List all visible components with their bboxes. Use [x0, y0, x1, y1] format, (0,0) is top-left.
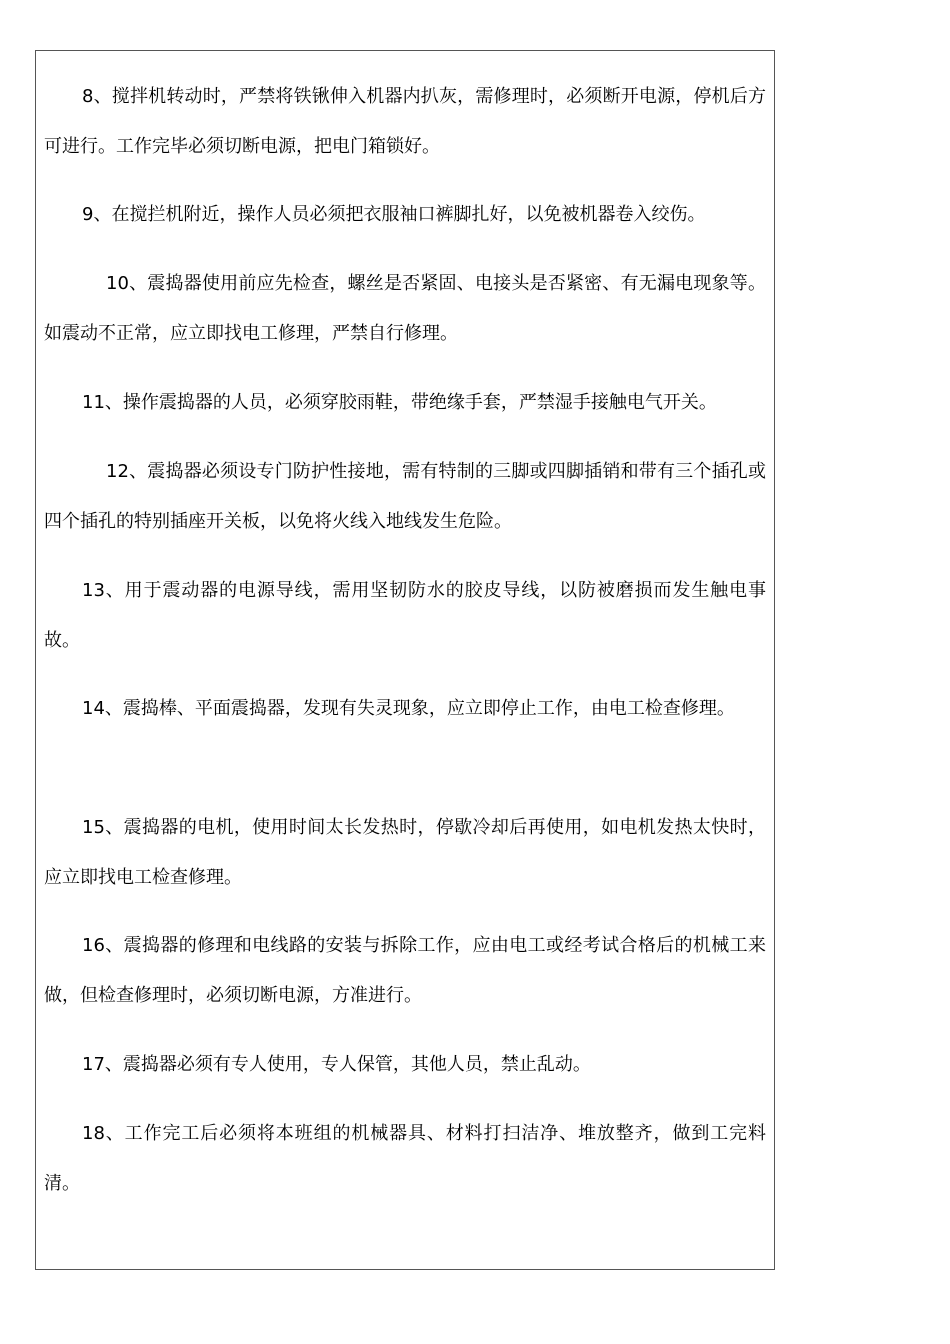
rule-item-12: 12、震捣器必须设专门防护性接地，需有特制的三脚或四脚插销和带有三个插孔或四个插孔的特别插座开关板，以免将火线入地线发生危险。: [44, 461, 766, 532]
rule-item-16: 16、震捣器的修理和电线路的安装与拆除工作，应由电工或经考试合格后的机械工来做，但检查修理时，必须切断电源，方准进行。: [44, 935, 766, 1006]
rule-item-13: 13、用于震动器的电源导线，需用坚韧防水的胶皮导线，以防被磨损而发生触电事故。: [44, 580, 766, 651]
rule-item-11: 11、操作震捣器的人员，必须穿胶雨鞋，带绝缘手套，严禁湿手接触电气开关。: [82, 392, 717, 413]
rule-item-15: 15、震捣器的电机，使用时间太长发热时，停歇冷却后再使用，如电机发热太快时，应立即找电工检查修理。: [44, 817, 766, 888]
rule-item-17: 17、震捣器必须有专人使用，专人保管，其他人员，禁止乱动。: [82, 1054, 591, 1075]
rule-item-14: 14、震捣棒、平面震捣器，发现有失灵现象，应立即停止工作，由电工检查修理。: [82, 698, 735, 719]
rule-item-18: 18、工作完工后必须将本班组的机械器具、材料打扫洁净、堆放整齐，做到工完料清。: [44, 1123, 766, 1194]
rule-item-9: 9、在搅拦机附近，操作人员必须把衣服袖口裤脚扎好，以免被机器卷入绞伤。: [82, 204, 706, 225]
rule-item-10: 10、震捣器使用前应先检查，螺丝是否紧固、电接头是否紧密、有无漏电现象等。如震动不正常，应立即找电工修理，严禁自行修理。: [44, 273, 766, 344]
rule-item-8: 8、搅拌机转动时，严禁将铁锹伸入机器内扒灰，需修理时，必须断开电源，停机后方可进行。工作完毕必须切断电源，把电门箱锁好。: [44, 86, 766, 157]
